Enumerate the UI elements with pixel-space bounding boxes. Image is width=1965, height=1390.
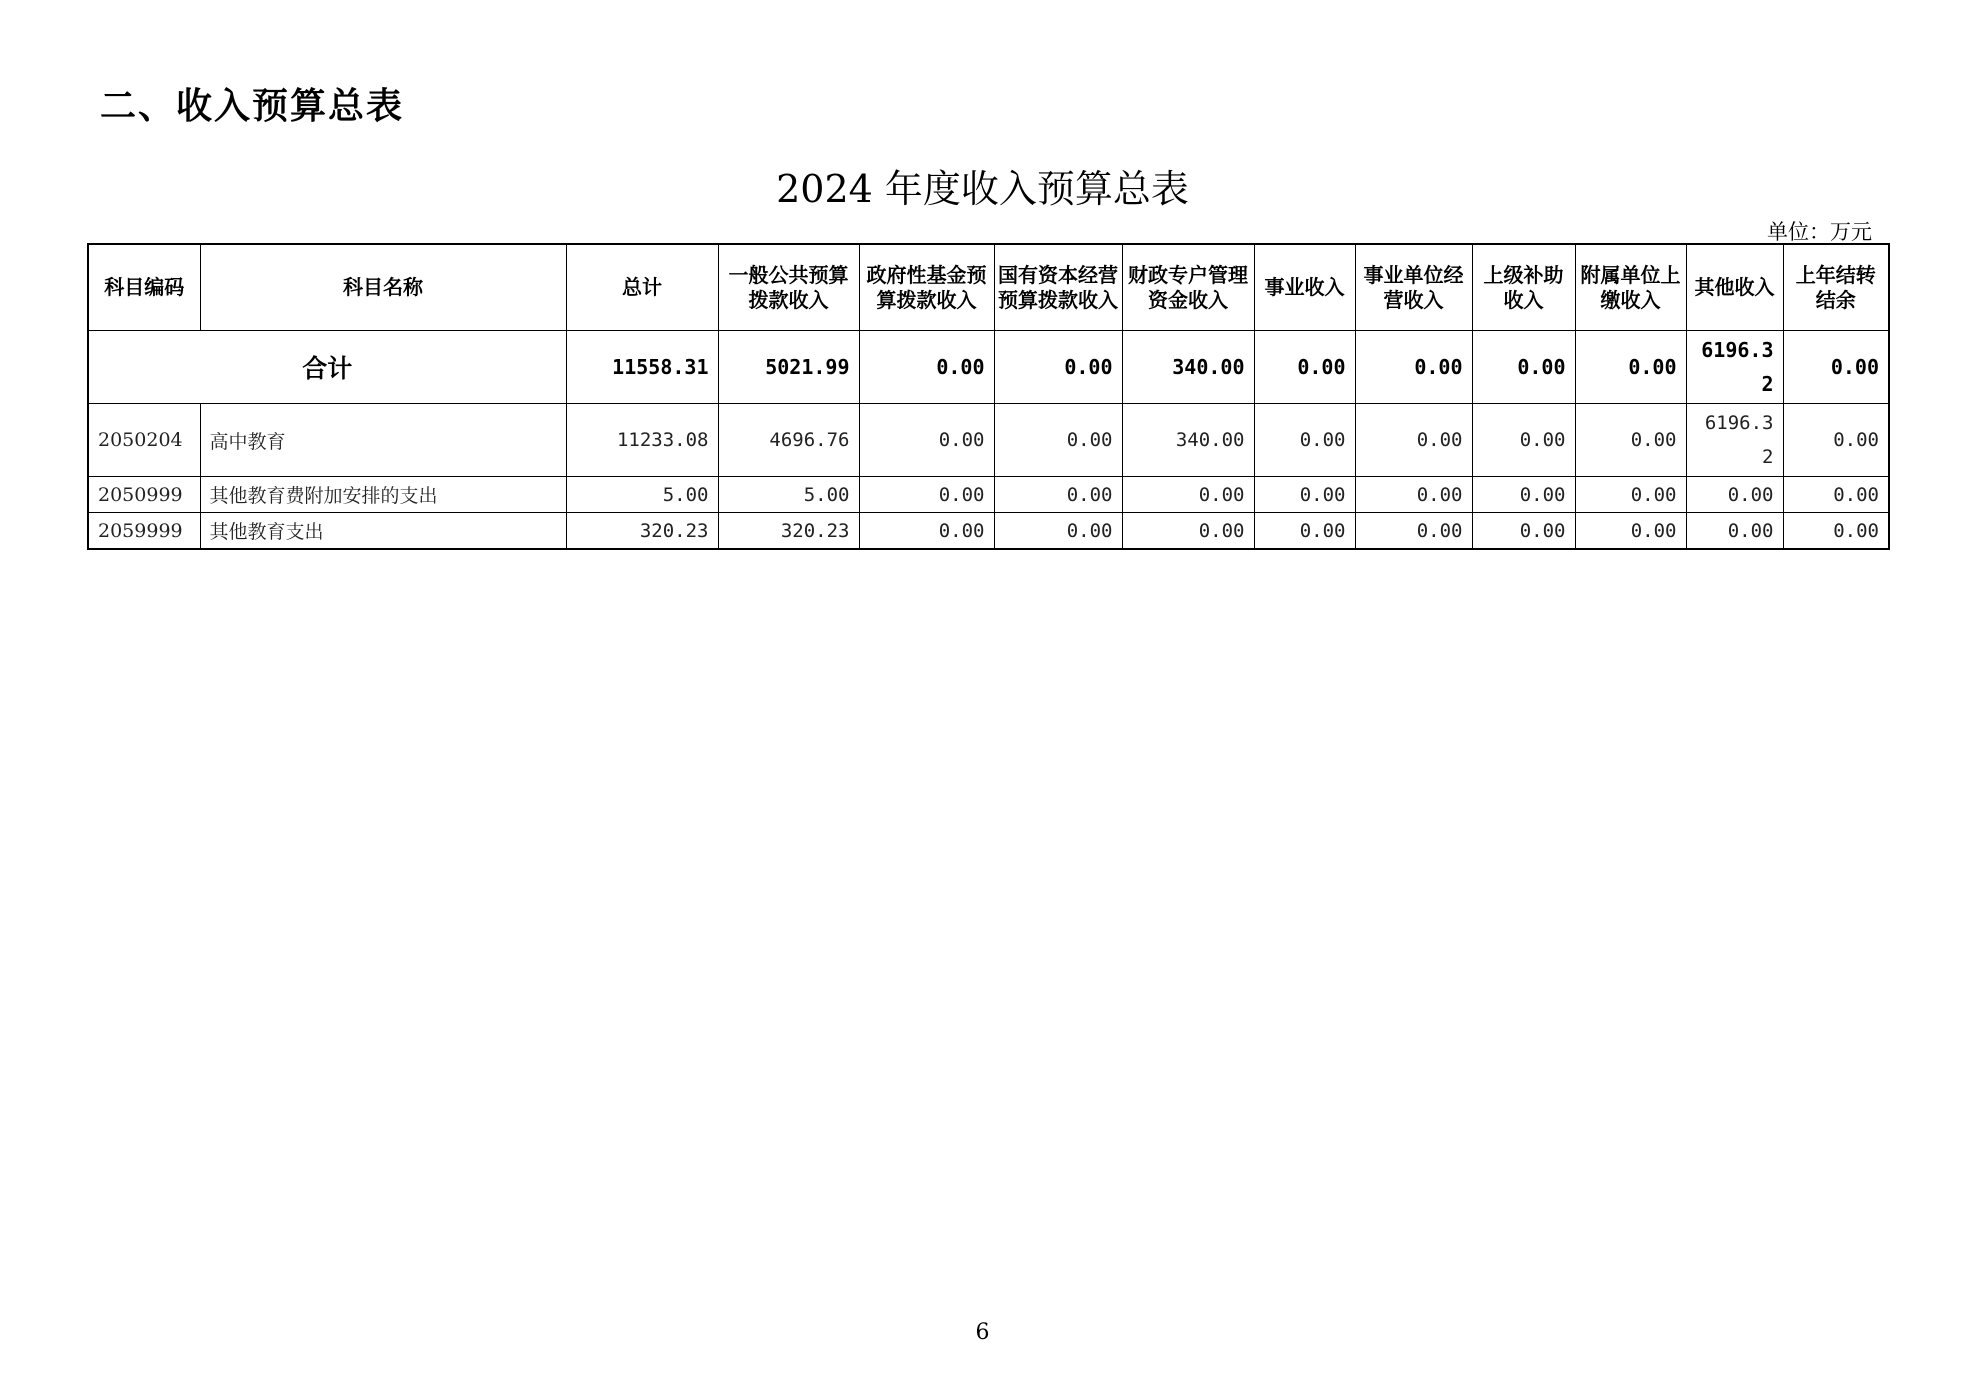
- cell-state-capital: 0.00: [994, 477, 1122, 513]
- cell-code: 2050999: [88, 477, 200, 513]
- cell-state-capital: 0.00: [994, 331, 1122, 404]
- table-row: [88, 513, 1889, 550]
- col-header-affiliated-remit: 附属单位上缴收入: [1575, 244, 1686, 331]
- cell-special-account: 0.00: [1122, 477, 1254, 513]
- cell-affiliated-remit: 0.00: [1575, 404, 1686, 477]
- cell-gov-fund: 0.00: [859, 331, 994, 404]
- cell-other-income: 6196.32: [1686, 404, 1783, 477]
- cell-name: 其他教育费附加安排的支出: [200, 477, 566, 513]
- cell-code: 2059999: [88, 513, 200, 550]
- col-header-superior-subsidy: 上级补助收入: [1472, 244, 1575, 331]
- cell-general-budget: 4696.76: [718, 404, 859, 477]
- cell-general-budget: 5021.99: [718, 331, 859, 404]
- page-number: 6: [975, 1320, 990, 1345]
- cell-superior-subsidy: 0.00: [1472, 404, 1575, 477]
- cell-operating-income: 0.00: [1355, 513, 1472, 550]
- cell-carryover: 0.00: [1783, 477, 1889, 513]
- cell-operating-income: 0.00: [1355, 404, 1472, 477]
- cell-other-income: 0.00: [1686, 477, 1783, 513]
- section-heading: 二、收入预算总表: [100, 86, 405, 127]
- cell-general-budget: 320.23: [718, 513, 859, 550]
- cell-gov-fund: 0.00: [859, 513, 994, 550]
- col-header-other-income: 其他收入: [1686, 244, 1783, 331]
- table-title: 2024 年度收入预算总表: [776, 167, 1189, 211]
- cell-state-capital: 0.00: [994, 404, 1122, 477]
- cell-name: 其他教育支出: [200, 513, 566, 550]
- col-header-carryover: 上年结转结余: [1783, 244, 1889, 331]
- cell-name: 高中教育: [200, 404, 566, 477]
- cell-superior-subsidy: 0.00: [1472, 513, 1575, 550]
- table-row: [88, 404, 1889, 477]
- col-header-code: 科目编码: [88, 244, 200, 331]
- col-header-state-capital: 国有资本经营预算拨款收入: [994, 244, 1122, 331]
- cell-code: 2050204: [88, 404, 200, 477]
- cell-superior-subsidy: 0.00: [1472, 477, 1575, 513]
- income-budget-table: [87, 243, 1890, 550]
- total-row: [88, 331, 1889, 404]
- cell-business-income: 0.00: [1254, 477, 1355, 513]
- cell-carryover: 0.00: [1783, 331, 1889, 404]
- cell-special-account: 340.00: [1122, 404, 1254, 477]
- col-header-special-account: 财政专户管理资金收入: [1122, 244, 1254, 331]
- cell-special-account: 340.00: [1122, 331, 1254, 404]
- cell-business-income: 0.00: [1254, 331, 1355, 404]
- cell-total: 320.23: [566, 513, 718, 550]
- cell-gov-fund: 0.00: [859, 477, 994, 513]
- col-header-general-budget: 一般公共预算拨款收入: [718, 244, 859, 331]
- cell-total: 11233.08: [566, 404, 718, 477]
- cell-other-income: 0.00: [1686, 513, 1783, 550]
- cell-business-income: 0.00: [1254, 404, 1355, 477]
- cell-affiliated-remit: 0.00: [1575, 513, 1686, 550]
- col-header-operating-income: 事业单位经营收入: [1355, 244, 1472, 331]
- cell-operating-income: 0.00: [1355, 331, 1472, 404]
- cell-operating-income: 0.00: [1355, 477, 1472, 513]
- cell-total: 5.00: [566, 477, 718, 513]
- cell-general-budget: 5.00: [718, 477, 859, 513]
- total-label: 合计: [88, 331, 566, 404]
- cell-other-income: 6196.32: [1686, 331, 1783, 404]
- col-header-name: 科目名称: [200, 244, 566, 331]
- header-row: [88, 244, 1889, 331]
- col-header-gov-fund: 政府性基金预算拨款收入: [859, 244, 994, 331]
- cell-state-capital: 0.00: [994, 513, 1122, 550]
- cell-carryover: 0.00: [1783, 513, 1889, 550]
- cell-business-income: 0.00: [1254, 513, 1355, 550]
- unit-label: 单位：万元: [1767, 220, 1872, 244]
- cell-carryover: 0.00: [1783, 404, 1889, 477]
- cell-affiliated-remit: 0.00: [1575, 477, 1686, 513]
- cell-special-account: 0.00: [1122, 513, 1254, 550]
- cell-superior-subsidy: 0.00: [1472, 331, 1575, 404]
- cell-gov-fund: 0.00: [859, 404, 994, 477]
- cell-affiliated-remit: 0.00: [1575, 331, 1686, 404]
- col-header-total: 总计: [566, 244, 718, 331]
- table-row: [88, 477, 1889, 513]
- col-header-business-income: 事业收入: [1254, 244, 1355, 331]
- cell-total: 11558.31: [566, 331, 718, 404]
